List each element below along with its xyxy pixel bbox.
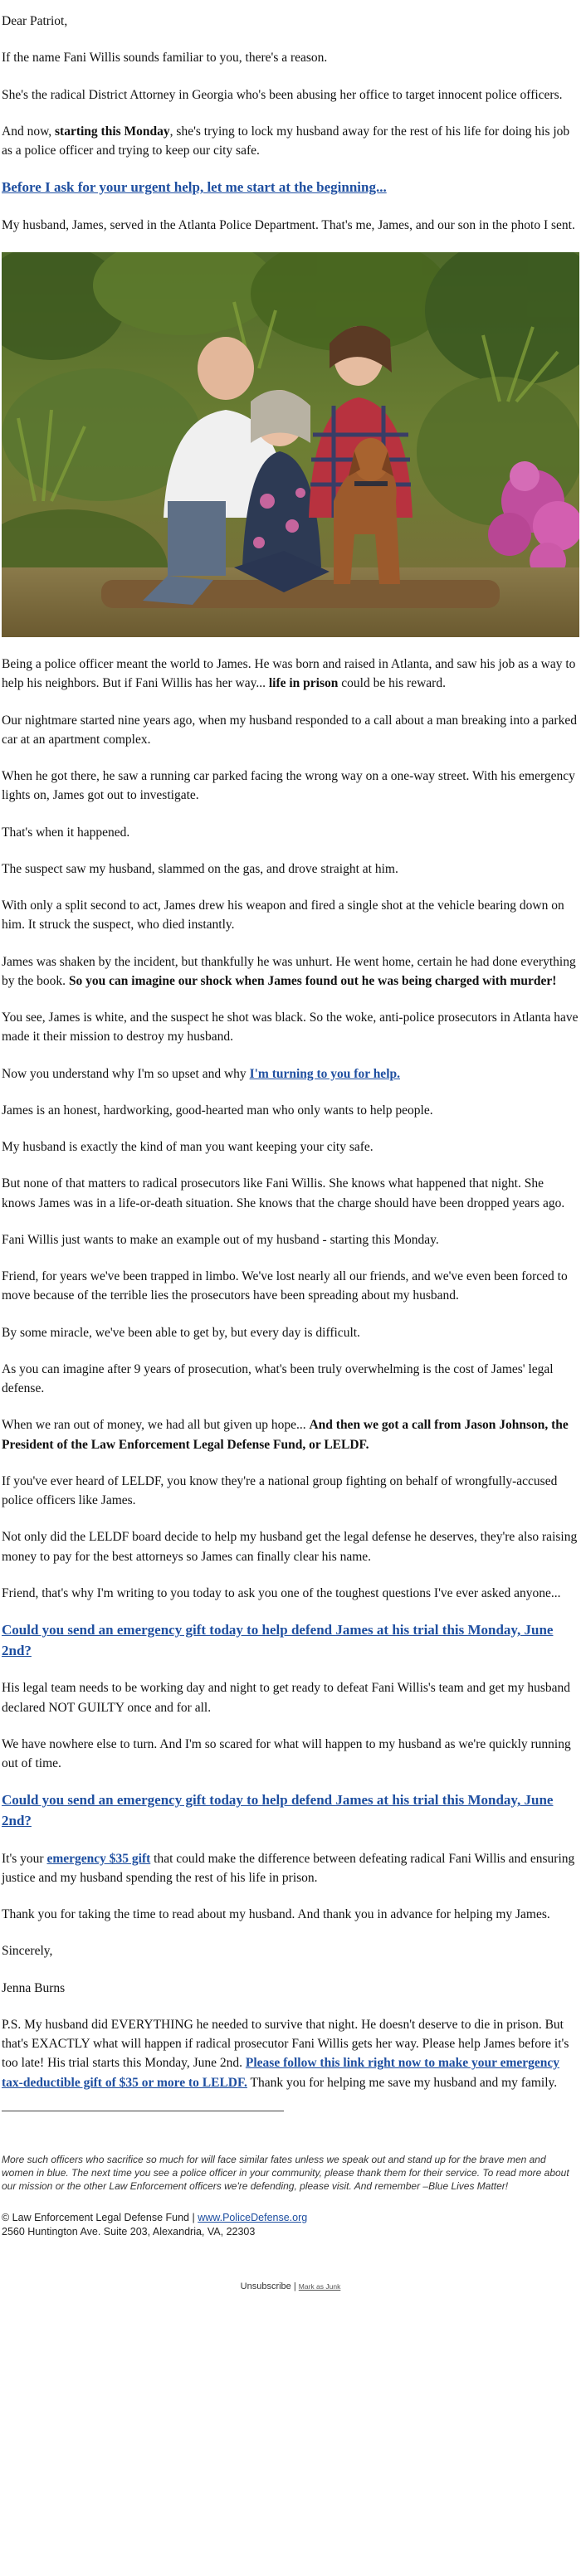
ps-donate-link[interactable]: Please follow this link right now to make your emergency tax-deductible gift of $35 or more to LELDF. bbox=[2, 2056, 560, 2090]
unsubscribe-separator: | bbox=[290, 2281, 299, 2291]
mark-as-junk-link[interactable]: Mark as Junk bbox=[298, 2281, 341, 2291]
paragraph-running-car: When he got there, he saw a running car parked facing the wrong way on a one-way street. With his emergency lights on, James got out to investigate. bbox=[2, 769, 575, 803]
paragraph-happened: That's when it happened. bbox=[2, 825, 130, 840]
paragraph-exactly: My husband is exactly the kind of man you want keeping your city safe. bbox=[2, 1140, 374, 1155]
paragraph-understand: Now you understand why I'm so upset and why I'm turning to you for help. bbox=[2, 1066, 400, 1081]
paragraph-35-gift: It's your emergency $35 gift that could make the difference between defeating radical Fani Willis and ensuring justice and my husband spending the rest of his life in prison. bbox=[2, 1851, 575, 1885]
before-i-ask-link[interactable]: Before I ask for your urgent help, let me start at the beginning... bbox=[2, 179, 387, 196]
paragraph-husband: My husband, James, served in the Atlanta Police Department. That's me, James, and our son in the photo I sent. bbox=[2, 217, 575, 232]
paragraph-toughest: Friend, that's why I'm writing to you today to ask you one of the toughest questions I've ever asked anyone... bbox=[2, 1585, 561, 1600]
paragraph-you-see: You see, James is white, and the suspect he shot was black. So the woke, anti-police prosecutors in Atlanta have made it their mission to destroy my husband. bbox=[2, 1010, 579, 1045]
greeting: Dear Patriot, bbox=[2, 14, 68, 28]
paragraph-suspect: The suspect saw my husband, slammed on the gas, and drove straight at him. bbox=[2, 861, 398, 876]
org-info bbox=[2, 2211, 579, 2240]
family-photo-illustration bbox=[2, 252, 579, 637]
org-name: © Law Enforcement Legal Defense Fund | bbox=[2, 2211, 198, 2223]
paragraph-board: Not only did the LELDF board decide to help my husband get the legal defense he deserves, they're also raising money to pay for the best attorneys so James can finally clear his name. bbox=[2, 1530, 578, 1564]
turning-to-you-link[interactable]: I'm turning to you for help. bbox=[249, 1066, 400, 1081]
paragraph-being-officer: Being a police officer meant the world to James. He was born and raised in Atlanta, and saw his job as a way to help his neighbors. But if Fani Willis has her way... life in prison could be his reward. bbox=[2, 657, 576, 691]
emergency-35-gift-link[interactable]: emergency $35 gift bbox=[46, 1851, 151, 1866]
paragraph-intro: If the name Fani Willis sounds familiar to you, there's a reason. bbox=[2, 51, 328, 66]
emergency-gift-link-1[interactable]: Could you send an emergency gift today to help defend James at his trial this Monday, June 2nd? bbox=[2, 1622, 554, 1658]
paragraph-nowhere: We have nowhere else to turn. And I'm so scared for what will happen to my husband as we're quickly running out of time. bbox=[2, 1736, 571, 1771]
paragraph-shaken: James was shaken by the incident, but thankfully he was unhurt. He went home, certain he had done everything by the book. So you can imagine our shock when James found out he was being charged with murder! bbox=[2, 954, 576, 988]
unsubscribe-link[interactable]: Unsubscribe bbox=[240, 2281, 291, 2291]
paragraph-da: She's the radical District Attorney in Georgia who's been abusing her office to target innocent police officers. bbox=[2, 87, 563, 102]
signature: Jenna Burns bbox=[2, 1980, 66, 1995]
paragraph-split-second: With only a split second to act, James drew his weapon and fired a single shot at the vehicle bearing down on him. It struck the suspect, who died instantly. bbox=[2, 898, 564, 933]
paragraph-ran-out: When we ran out of money, we had all but given up hope... And then we got a call from Jason Johnson, the President of the Law Enforcement Legal Defense Fund, or LELDF. bbox=[2, 1418, 569, 1452]
paragraph-example: Fani Willis just wants to make an example out of my husband - starting this Monday. bbox=[2, 1232, 439, 1247]
paragraph-leldf: If you've ever heard of LELDF, you know they're a national group fighting on behalf of wrongfully-accused police officers like James. bbox=[2, 1473, 558, 1508]
paragraph-legal-team: His legal team needs to be working day and night to get ready to defeat Fani Willis's team and get my husband declared NOT GUILTY once and for all. bbox=[2, 1681, 571, 1715]
paragraph-nightmare: Our nightmare started nine years ago, when my husband responded to a call about a man breaking into a parked car at an apartment complex. bbox=[2, 713, 577, 747]
emergency-gift-link-2[interactable]: Could you send an emergency gift today to help defend James at his trial this Monday, June 2nd? bbox=[2, 1792, 554, 1829]
paragraph-cost: As you can imagine after 9 years of prosecution, what's been truly overwhelming is the cost of James' legal defense. bbox=[2, 1361, 554, 1396]
org-website-link[interactable]: www.PoliceDefense.org bbox=[198, 2211, 308, 2223]
paragraph-honest: James is an honest, hardworking, good-hearted man who only wants to help people. bbox=[2, 1103, 433, 1118]
unsubscribe-bar bbox=[2, 2280, 579, 2294]
family-photo bbox=[2, 252, 579, 637]
paragraph-none-matters: But none of that matters to radical prosecutors like Fani Willis. She knows what happened that night. She knows James was in a life-or-death situation. She knows that the charge should have been dropped years ago. bbox=[2, 1176, 565, 1210]
paragraph-monday: And now, starting this Monday, she's trying to lock my husband away for the rest of his life for doing his job as a police officer and trying to keep our city safe. bbox=[2, 124, 570, 158]
cta-paragraph-2 bbox=[2, 1790, 579, 1831]
cta-paragraph-1 bbox=[2, 1620, 579, 1661]
paragraph-limbo: Friend, for years we've been trapped in limbo. We've lost nearly all our friends, and we've even been forced to move because of the terrible lies the prosecutors have been spreading about my husband. bbox=[2, 1269, 568, 1303]
cta-before-link-paragraph bbox=[2, 178, 579, 198]
paragraph-thank-you: Thank you for taking the time to read about my husband. And thank you in advance for helping my James. bbox=[2, 1907, 550, 1922]
signoff: Sincerely, bbox=[2, 1944, 53, 1959]
paragraph-miracle: By some miracle, we've been able to get by, but every day is difficult. bbox=[2, 1325, 360, 1340]
postscript: P.S. My husband did EVERYTHING he needed to survive that night. He doesn't deserve to die in prison. But that's EXACTLY what will happen if radical prosecutor Fani Willis gets her way. Please help James before it's too late! His trial starts this Monday, June 2nd. Please follow this link right now to make your emergency tax-deductible gift of $35 or more to LELDF. Thank you for helping me save my husband and my family. bbox=[2, 2017, 569, 2090]
org-address: 2560 Huntington Ave. Suite 203, Alexandria, VA, 22303 bbox=[2, 2226, 256, 2238]
footer-note: More such officers who sacrifice so much for will face similar fates unless we speak out and stand up for the brave men and women in blue. The next time you see a police officer in your community, please thank them for their service. To read more about our mission or the other Law Enforcement officers we're defending, please visit. And remember –Blue Lives Matter! bbox=[2, 2153, 569, 2193]
